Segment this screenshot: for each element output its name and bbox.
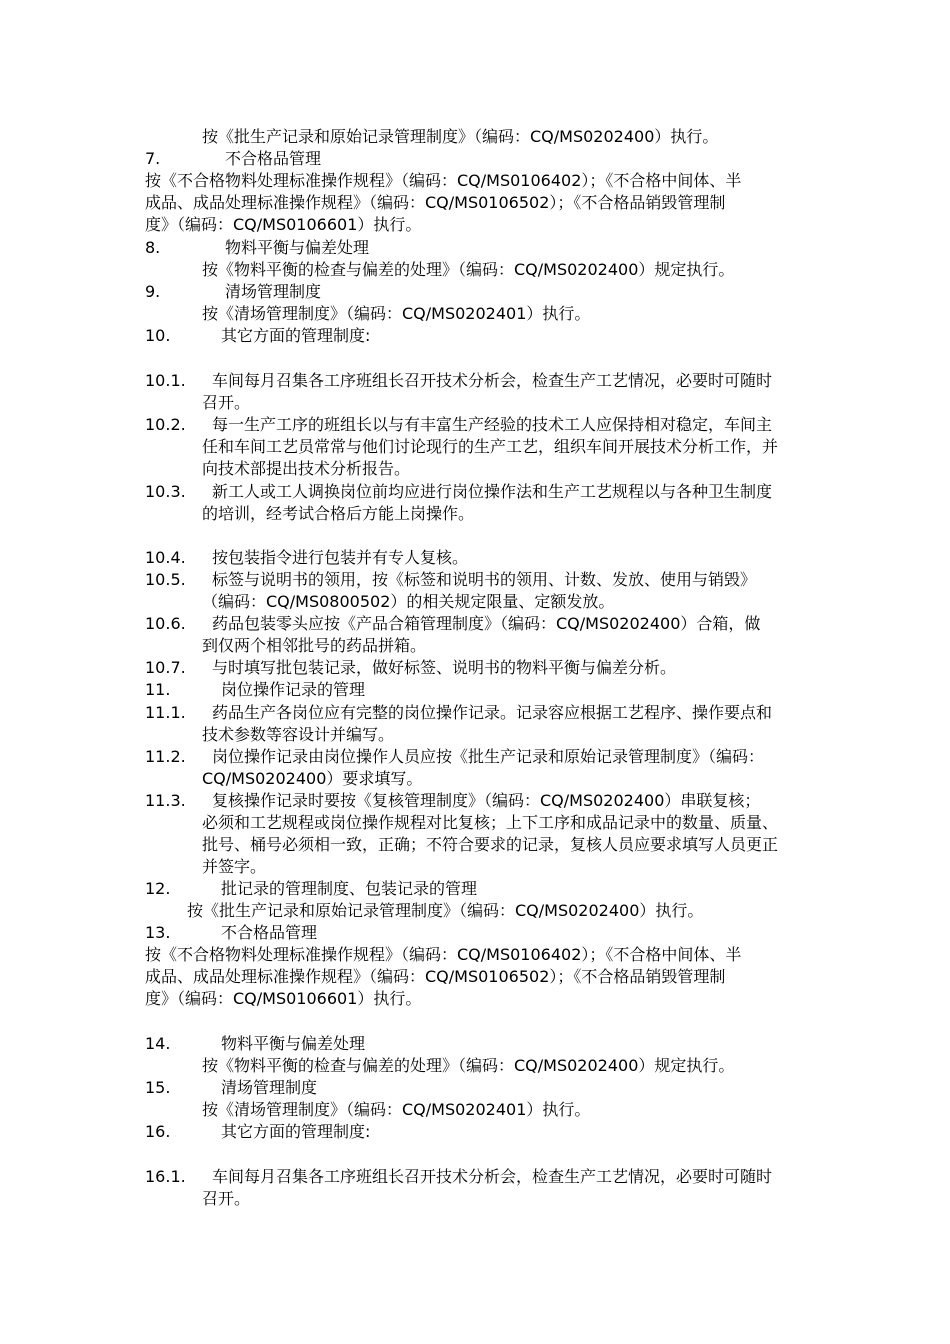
text-line: 按《批生产记录和原始记录管理制度》（编码：CQ/MS0202400）执行。 (187, 901, 704, 920)
text-line: 技术参数等容设计并编写。 (202, 725, 395, 744)
text-line: CQ/MS0202400）要求填写。 (202, 769, 423, 788)
section-number: 7. (145, 149, 161, 168)
section-number: 11.3. (145, 791, 186, 810)
section-number: 16. (145, 1122, 171, 1141)
section-number: 15. (145, 1078, 171, 1097)
text-line: （编码：CQ/MS0800502）的相关规定限量、定额发放。 (202, 592, 615, 611)
text-line: 药品包装零头应按《产品合箱管理制度》（编码：CQ/MS0202400）合箱，做 (212, 614, 761, 633)
text-line: 向技术部提出技术分析报告。 (202, 459, 411, 478)
section-number: 10.3. (145, 482, 186, 501)
text-line: 按《物料平衡的检查与偏差的处理》（编码：CQ/MS0202400）规定执行。 (202, 260, 735, 279)
text-line: 按《清场管理制度》（编码：CQ/MS0202401）执行。 (202, 1100, 591, 1119)
section-number: 10. (145, 326, 171, 345)
section-heading: 物料平衡与偏差处理 (221, 1034, 366, 1053)
text-line: 按《不合格物料处理标准操作规程》（编码：CQ/MS0106402）；《不合格中间体、半 (145, 945, 742, 964)
section-number: 11.2. (145, 747, 186, 766)
section-heading: 其它方面的管理制度: (221, 1122, 371, 1141)
text-line: 度》（编码：CQ/MS0106601）执行。 (145, 989, 422, 1008)
text-line: 召开。 (202, 393, 251, 412)
section-number: 10.6. (145, 614, 186, 633)
text-line: 度》（编码：CQ/MS0106601）执行。 (145, 215, 422, 234)
text-line: 复核操作记录时要按《复核管理制度》（编码：CQ/MS0202400）串联复核； (212, 791, 761, 810)
text-line: 的培训，经考试合格后方能上岗操作。 (202, 504, 475, 523)
text-line: 召开。 (202, 1189, 251, 1208)
section-heading: 物料平衡与偏差处理 (225, 238, 370, 257)
text-line: 与时填写批包装记录，做好标签、说明书的物料平衡与偏差分析。 (212, 658, 677, 677)
text-line: 成品、成品处理标准操作规程》（编码：CQ/MS0106502）；《不合格品销毁管理制 (145, 967, 726, 986)
text-line: 每一生产工序的班组长以与有丰富生产经验的技术工人应保持相对稳定，车间主 (212, 415, 773, 434)
section-heading: 不合格品管理 (221, 923, 318, 942)
section-number: 10.7. (145, 658, 186, 677)
text-line: 按《物料平衡的检查与偏差的处理》（编码：CQ/MS0202400）规定执行。 (202, 1056, 735, 1075)
text-line: 按《清场管理制度》（编码：CQ/MS0202401）执行。 (202, 304, 591, 323)
text-line: 并签字。 (202, 857, 267, 876)
text-line: 批号、桶号必须相一致，正确；不符合要求的记录，复核人员应要求填写人员更正 (202, 835, 779, 854)
section-heading: 清场管理制度 (225, 282, 322, 301)
text-line: 车间每月召集各工序班组长召开技术分析会，检查生产工艺情况，必要时可随时 (212, 371, 773, 390)
section-number: 8. (145, 238, 161, 257)
section-number: 12. (145, 879, 171, 898)
text-line: 药品生产各岗位应有完整的岗位操作记录。记录容应根据工艺程序、操作要点和 (212, 703, 773, 722)
section-heading: 岗位操作记录的管理 (221, 680, 366, 699)
section-heading: 清场管理制度 (221, 1078, 318, 1097)
section-number: 10.5. (145, 570, 186, 589)
text-line: 成品、成品处理标准操作规程》（编码：CQ/MS0106502）；《不合格品销毁管理制 (145, 193, 726, 212)
section-number: 10.4. (145, 548, 186, 567)
section-number: 10.1. (145, 371, 186, 390)
text-line: 按《批生产记录和原始记录管理制度》（编码：CQ/MS0202400）执行。 (202, 127, 719, 146)
section-number: 16.1. (145, 1167, 186, 1186)
text-line: 必须和工艺规程或岗位操作规程对比复核；上下工序和成品记录中的数量、质量、 (202, 813, 779, 832)
text-line: 按《不合格物料处理标准操作规程》（编码：CQ/MS0106402）；《不合格中间体、半 (145, 171, 742, 190)
text-line: 新工人或工人调换岗位前均应进行岗位操作法和生产工艺规程以与各种卫生制度 (212, 482, 773, 501)
section-number: 11. (145, 680, 171, 699)
text-line: 到仅两个相邻批号的药品拼箱。 (202, 636, 427, 655)
text-line: 按包装指令进行包装并有专人复核。 (212, 548, 469, 567)
section-number: 9. (145, 282, 161, 301)
section-number: 11.1. (145, 703, 186, 722)
section-number: 13. (145, 923, 171, 942)
section-heading: 不合格品管理 (225, 149, 322, 168)
text-line: 车间每月召集各工序班组长召开技术分析会，检查生产工艺情况，必要时可随时 (212, 1167, 773, 1186)
text-line: 任和车间工艺员常常与他们讨论现行的生产工艺，组织车间开展技术分析工作，并 (202, 437, 779, 456)
text-line: 岗位操作记录由岗位操作人员应按《批生产记录和原始记录管理制度》（编码： (212, 747, 765, 766)
section-number: 14. (145, 1034, 171, 1053)
section-heading: 其它方面的管理制度: (221, 326, 371, 345)
section-number: 10.2. (145, 415, 186, 434)
text-line: 标签与说明书的领用，按《标签和说明书的领用、计数、发放、使用与销毁》 (212, 570, 757, 589)
section-heading: 批记录的管理制度、包装记录的管理 (221, 879, 478, 898)
